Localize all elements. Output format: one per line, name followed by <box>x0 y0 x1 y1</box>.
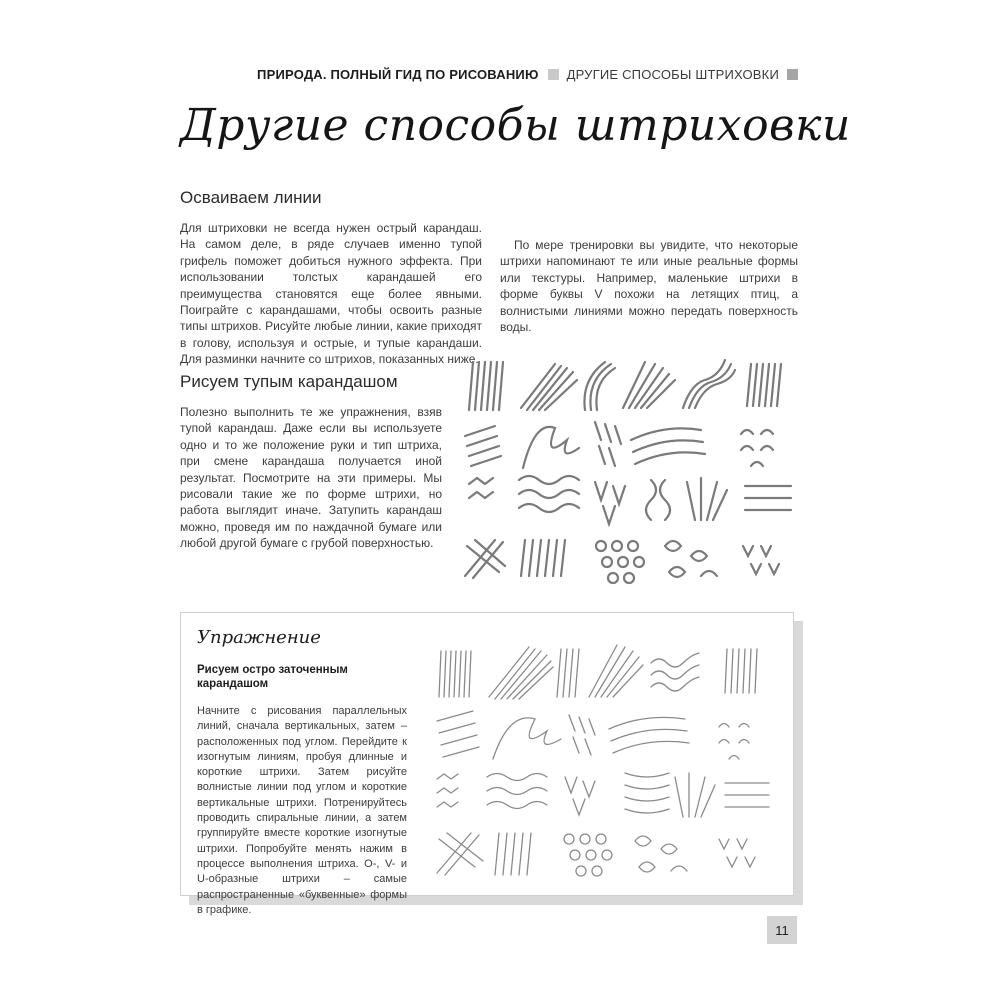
stroke-wave-lines <box>683 360 735 408</box>
stroke-grass-fan <box>687 478 727 520</box>
exercise-text: Начните с рисования параллельных линий, сначала вертикальных, затем – расположенных под углом. Перейдите к изогнутым линиям, пробуя длинные и короткие штрихи. Затем рисуйте волнистые линии под углом и короткие вертикальные штрихи. Потренируйтесь проводить спиральные линии, а затем группируйте вместе короткие изогнутые штрихи. Попробуйте менять нажим в процессе выполнения штриха. О-, V- и U-образные штрихи – самые распространенные «буквенные» формы в графике. <box>197 705 407 916</box>
stroke-horizontal-dashes <box>725 783 769 807</box>
stroke-crosshatch <box>465 540 505 578</box>
stroke-angled-short <box>437 711 479 757</box>
stroke-short-ticks <box>595 422 621 466</box>
stroke-small-arcs <box>719 724 749 760</box>
blunt-paragraph: Полезно выполнить те же упражнения, взяв тупой карандаш. Даже если вы используете одно и то же положение руки и тип штриха, при смене карандаша получается иной результат. Посмотрите на эти примеры. Мы рисовали такие же по форме штрихи, но работа выглядит иначе. Затупить карандаш можно, проведя им по наждачной бумаге или любой другой бумаге с грубой поверхностью. <box>180 405 442 551</box>
stroke-wavy-horizontal <box>487 774 547 809</box>
stroke-vertical-short <box>495 833 531 875</box>
blunt-strokes-figure <box>455 350 800 588</box>
stroke-v-marks <box>743 546 779 574</box>
stroke-diagonal-lines <box>489 647 553 699</box>
stroke-v-strokes <box>565 777 595 815</box>
stroke-braid <box>625 773 669 813</box>
stroke-vertical-dense <box>747 364 781 406</box>
stroke-circles <box>596 541 644 583</box>
stroke-vertical-lines <box>469 362 503 410</box>
stroke-vertical-short <box>521 540 565 576</box>
section-heading-lines: Осваиваем линии <box>180 188 322 207</box>
lines-paragraph-1: Для штриховки не всегда нужен острый карандаш. На самом деле, в ряде случаев именно тупой грифель поможет добиться нужного эффекта. При использовании толстых карандашей его преимущества становятся еще более явными. Поиграйте с карандашами, чтобы освоить разные типы штрихов. Рисуйте любые линии, какие приходят в голову, используя и острые, и тупые карандаши. Для разминки начните со штрихов, показанных ниже. <box>180 221 482 367</box>
stroke-long-curves <box>609 717 689 753</box>
stroke-angled-short <box>465 426 501 466</box>
stroke-horizontal-dashes <box>745 486 791 510</box>
lines-paragraph-2: По мере тренировки вы увидите, что некоторые штрихи напоминают те или иные реальные формы или текстуры. Например, маленькие штрихи в форме буквы V похожи на летящих птиц, а волнистыми линиями можно передать поверхность воды. <box>500 238 798 335</box>
stroke-long-curves <box>631 428 705 464</box>
section-heading-blunt: Рисуем тупым карандашом <box>180 372 398 391</box>
stroke-spirals <box>635 836 687 872</box>
stroke-vertical-dense <box>725 649 757 693</box>
stroke-curved-lines <box>584 362 615 410</box>
stroke-scribble <box>493 718 561 759</box>
stroke-vertical-lines <box>439 651 471 697</box>
stroke-short-ticks <box>569 715 595 755</box>
section-title: ДРУГИЕ СПОСОБЫ ШТРИХОВКИ <box>566 66 779 82</box>
stroke-wavy-horizontal <box>519 476 579 512</box>
stroke-fan-lines <box>589 645 643 697</box>
book-title: ПРИРОДА. ПОЛНЫЙ ГИД ПО РИСОВАНИЮ <box>257 66 539 82</box>
stroke-braid <box>646 480 670 520</box>
stroke-scribble <box>523 427 579 468</box>
header-square-icon <box>787 69 798 80</box>
stroke-diagonal-lines <box>521 364 577 410</box>
stroke-spirals <box>665 541 717 577</box>
stroke-v-strokes <box>595 482 625 524</box>
stroke-fan-lines <box>623 362 675 408</box>
stroke-vertical-lines <box>557 649 579 697</box>
stroke-circles <box>564 834 612 876</box>
stroke-v-marks <box>719 839 755 867</box>
exercise-box <box>180 612 794 916</box>
stroke-wave-lines <box>651 653 699 691</box>
header-square-icon <box>548 69 559 80</box>
stroke-zigzag-short <box>437 774 458 807</box>
stroke-crosshatch <box>437 833 483 875</box>
sharp-strokes-figure <box>429 627 779 885</box>
exercise-subtitle: Рисуем остро заточенным карандашом <box>197 664 348 690</box>
stroke-grass-fan <box>675 773 715 817</box>
running-header <box>257 64 798 84</box>
stroke-small-arcs <box>741 430 773 466</box>
page-number: 11 <box>767 916 797 944</box>
exercise-label: Упражнение <box>197 627 321 648</box>
page-title: Другие способы штриховки <box>180 100 851 151</box>
stroke-zigzag-short <box>469 478 493 498</box>
